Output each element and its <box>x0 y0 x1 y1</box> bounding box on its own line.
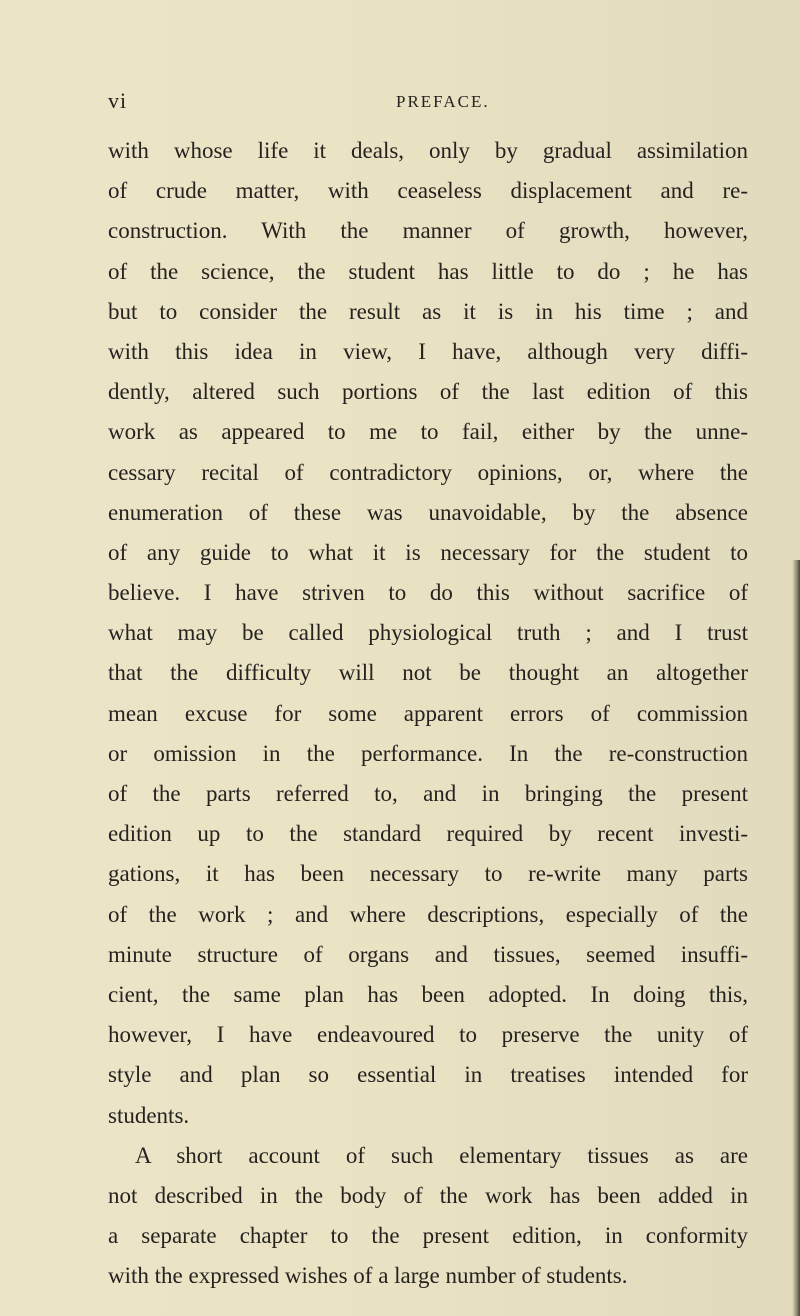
text-line: or omission in the performance. In the re-construction <box>108 740 748 766</box>
text-line: cessary recital of contradictory opinions, or, where the <box>108 459 748 485</box>
running-head <box>108 88 748 120</box>
text-line: however, I have endeavoured to preserve the unity of <box>108 1022 748 1048</box>
text-line: what may be called physiological truth ; and I trust <box>108 620 748 646</box>
running-head-title: PREFACE. <box>396 92 490 111</box>
text-line: gations, it has been necessary to re-write many parts <box>108 861 748 887</box>
paragraph-end-line: students. <box>108 1102 190 1128</box>
text-line: of the work ; and where descriptions, especially of the <box>108 901 748 927</box>
text-line: not described in the body of the work has been added in <box>108 1182 748 1208</box>
text-line: with this idea in view, I have, although very diffi- <box>108 338 748 364</box>
text-line: of crude matter, with ceaseless displacement and re- <box>108 178 748 204</box>
text-line: minute structure of organs and tissues, seemed insuffi- <box>108 941 748 967</box>
text-line: of any guide to what it is necessary for the student to <box>108 539 748 565</box>
text-line: of the parts referred to, and in bringing the present <box>108 781 748 806</box>
paragraph-end-line: with the expressed wishes of a large number of students. <box>108 1263 628 1289</box>
text-line: of the science, the student has little to do ; he has <box>108 258 748 284</box>
text-line: but to consider the result as it is in his time ; and <box>108 298 748 324</box>
text-line: a separate chapter to the present edition, in conformity <box>108 1223 748 1249</box>
preface-body <box>108 131 748 1296</box>
text-line: style and plan so essential in treatises intended for <box>108 1062 748 1088</box>
page-number: vi <box>108 88 128 113</box>
text-line: mean excuse for some apparent errors of commission <box>108 700 748 726</box>
page-edge-shadow <box>792 560 800 1316</box>
text-line: construction. With the manner of growth, however, <box>108 218 748 244</box>
text-line: cient, the same plan has been adopted. In doing this, <box>108 981 748 1007</box>
text-line: enumeration of these was unavoidable, by the absence <box>108 499 748 525</box>
text-line: work as appeared to me to fail, either by the unne- <box>108 419 748 445</box>
text-line: edition up to the standard required by recent investi- <box>108 821 748 847</box>
paragraph-start-line: A short account of such elementary tissues as are <box>135 1142 748 1168</box>
text-line: dently, altered such portions of the last edition of this <box>108 379 748 405</box>
text-line: that the difficulty will not be thought an altogether <box>108 660 748 686</box>
text-line: with whose life it deals, only by gradual assimilation <box>108 138 748 163</box>
text-line: believe. I have striven to do this without sacrifice of <box>108 580 748 606</box>
